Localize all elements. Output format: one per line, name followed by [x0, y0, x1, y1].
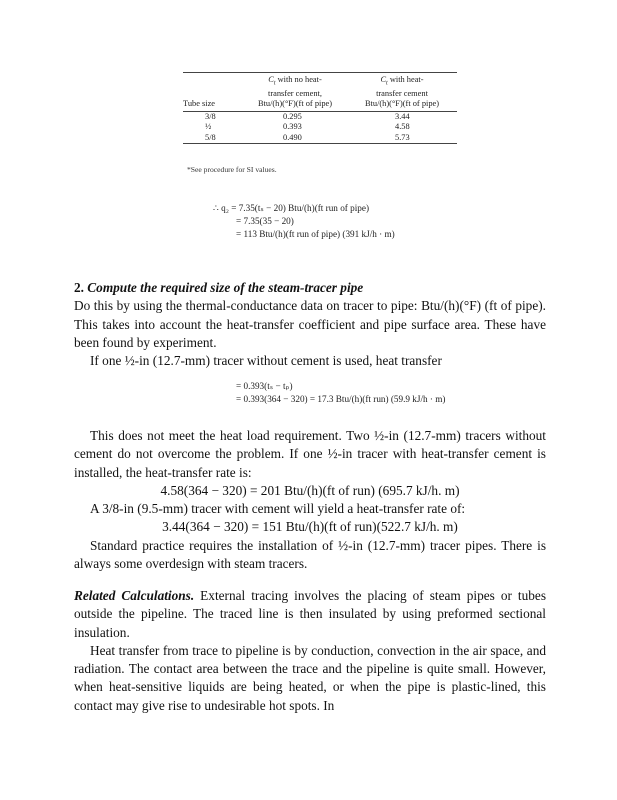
equation-line: 4.58(364 − 320) = 201 Btu/(h)(ft of run) (695.7 kJ/h. m) [160, 482, 460, 498]
paragraph: Heat transfer from trace to pipeline is by conduction, convection in the air space, and radiation. The contact area between the trace and the pipeline is quite small. However, when heat-sensitive liquids are being heated, or when the pipe is plastic-lined, this contact may give rise to undesirable hot spots. In [74, 642, 546, 713]
equation-line: = 7.35(35 − 20) [236, 216, 294, 226]
tracer-conductance-table [183, 72, 457, 144]
paragraph: Standard practice requires the installation of ½-in (12.7-mm) tracer pipes. There is always some overdesign with steam tracers. [74, 537, 546, 572]
header-with-cement: $C_t$ with heat- transfer cement Btu/(h)(°F)(ft of pipe) [364, 75, 440, 109]
equation-line: = 113 Btu/(h)(ft run of pipe) (391 kJ/h · m) [236, 229, 395, 239]
paragraph: Related Calculations. External tracing involves the placing of steam pipes or tubes outside the pipeline. The traced line is then insulated by using preformed sectional insulation. [74, 588, 546, 640]
section-2-continued [74, 427, 546, 573]
header-tube-size: Tube size [183, 99, 216, 109]
table-header [183, 73, 457, 112]
equation-line: 3.44(364 − 320) = 151 Btu/(h)(ft of run)(522.7 kJ/h. m) [162, 519, 458, 535]
paragraph: This does not meet the heat load requirement. Two ½-in (12.7-mm) tracers without cement do not overcome the problem. If one ½-in tracer with heat-transfer cement is installed, the heat-transfer rate is: [74, 428, 546, 480]
tracer-heat-transfer-equation [236, 380, 445, 406]
heat-loss-equation [213, 202, 395, 241]
section-2 [74, 279, 546, 370]
equation-line: = 0.393(364 − 320) = 17.3 Btu/(h)(ft run) (59.9 kJ/h · m) [236, 394, 446, 404]
run-in-heading: Related Calculations. [74, 588, 195, 603]
header-no-cement: $C_t$ with no heat- transfer cement, Btu/(h)(°F)(ft of pipe) [257, 75, 333, 109]
table-row: 3/8 0.295 3.44 [205, 112, 410, 122]
equation-line: = 0.393(tₛ − tₚ) [236, 381, 293, 391]
related-calculations [74, 587, 546, 715]
table-footnote: *See procedure for SI values. [187, 165, 277, 174]
paragraph: If one ½-in (12.7-mm) tracer without cement is used, heat transfer [90, 353, 442, 369]
table-body [183, 112, 457, 144]
table-row: ½ 0.393 4.58 [205, 122, 410, 132]
paragraph: A 3/8-in (9.5-mm) tracer with cement will yield a heat-transfer rate of: [90, 501, 466, 517]
table-row: 5/8 0.490 5.73 [205, 132, 410, 142]
section-heading: 2. Compute the required size of the steam-tracer pipe [74, 280, 364, 295]
equation-line: ∴ q₂ = 7.35(tₛ − 20) Btu/(h)(ft run of pipe) [213, 203, 370, 213]
paragraph: Do this by using the thermal-conductance data on tracer to pipe: Btu/(h)(°F) (ft of pipe). This takes into account the heat-transfer coefficient and pipe surface area. These have been found by experiment. [74, 298, 546, 350]
